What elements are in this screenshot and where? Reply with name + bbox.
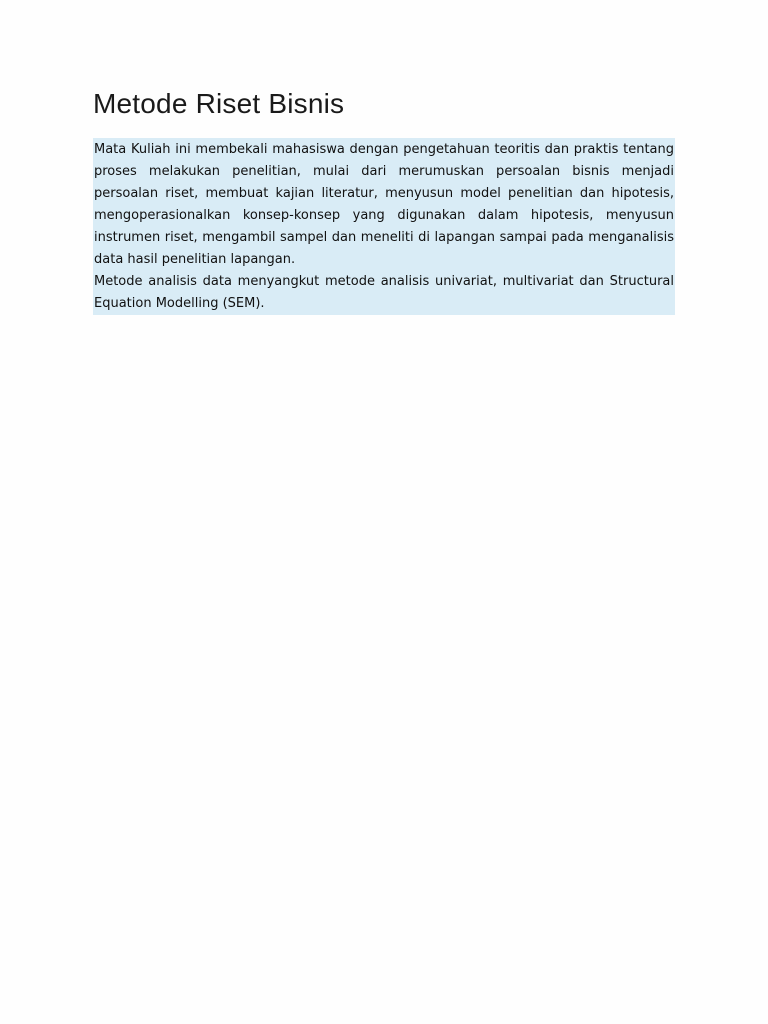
description-paragraph-2: Metode analisis data menyangkut metode analisis univariat, multivariat dan Structural Equation Modelling (SEM). bbox=[94, 274, 674, 311]
document-page bbox=[93, 86, 675, 315]
description-paragraph-1: Mata Kuliah ini membekali mahasiswa dengan pengetahuan teoritis dan praktis tentang proses melakukan penelitian, mulai dari merumuskan persoalan bisnis menjadi persoalan riset, membuat kajian literatur, menyusun model penelitian dan hipotesis, mengoperasionalkan konsep-konsep yang digunakan dalam hipotesis, menyusun instrumen riset, mengambil sampel dan meneliti di lapangan sampai pada menganalisis data hasil penelitian lapangan. bbox=[94, 142, 674, 267]
highlighted-description bbox=[93, 138, 675, 315]
document-title: Metode Riset Bisnis bbox=[93, 88, 345, 119]
